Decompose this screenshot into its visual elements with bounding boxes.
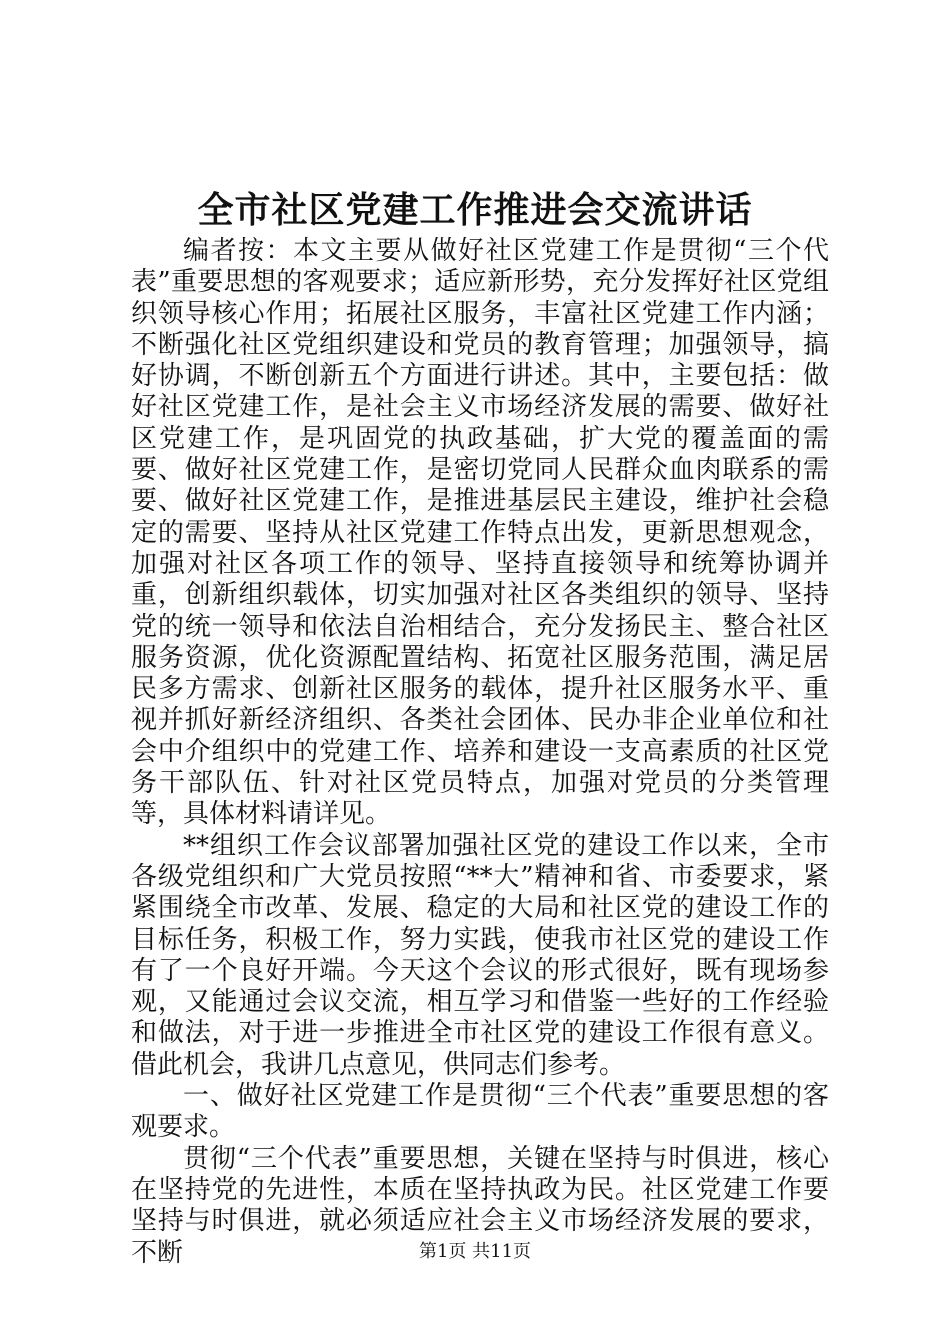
intro-paragraph: **组织工作会议部署加强社区党的建设工作以来，全市各级党组织和广大党员按照“**大”精神和省、市委要求，紧紧围绕全市改革、发展、稳定的大局和社区党的建设工作的目标任务，积极工作，努力实践，使我市社区党的建设工作有了一个良好开端。今天这个会议的形式很好，既有现场参观，又能通过会议交流，相互学习和借鉴一些好的工作经验和做法，对于进一步推进全市社区党的建设工作很有意义。借此机会，我讲几点意见，供同志们参考。 [131,830,829,1080]
section-1-paragraph: 贯彻“三个代表”重要思想，关键在坚持与时俱进，核心在坚持党的先进性，本质在坚持执政为民。社区党建工作要坚持与时俱进，就必须适应社会主义市场经济发展的要求，不断 [131,1143,829,1268]
editor-note-paragraph: 编者按：本文主要从做好社区党建工作是贯彻“三个代表”重要思想的客观要求；适应新形势，充分发挥好社区党组织领导核心作用；拓展社区服务，丰富社区党建工作内涵；不断强化社区党组织建设和党员的教育管理；加强领导，搞好协调，不断创新五个方面进行讲述。其中，主要包括：做好社区党建工作，是社会主义市场经济发展的需要、做好社区党建工作，是巩固党的执政基础，扩大党的覆盖面的需要、做好社区党建工作，是密切党同人民群众血肉联系的需要、做好社区党建工作，是推进基层民主建设，维护社会稳定的需要、坚持从社区党建工作特点出发，更新思想观念，加强对社区各项工作的领导、坚持直接领导和统筹协调并重，创新组织载体，切实加强对社区各类组织的领导、坚持党的统一领导和依法自治相结合，充分发扬民主、整合社区服务资源，优化资源配置结构、拓宽社区服务范围，满足居民多方需求、创新社区服务的载体，提升社区服务水平、重视并抓好新经济组织、各类社会团体、民办非企业单位和社会中介组织中的党建工作、培养和建设一支高素质的社区党务干部队伍、针对社区党员特点，加强对党员的分类管理等，具体材料请详见。 [131,236,829,830]
page-footer: 第1页 共11页 [418,1241,532,1262]
section-heading-1: 一、做好社区党建工作是贯彻“三个代表”重要思想的客观要求。 [131,1081,829,1143]
document-title: 全市社区党建工作推进会交流讲话 [197,189,753,231]
document-body [131,236,829,1269]
